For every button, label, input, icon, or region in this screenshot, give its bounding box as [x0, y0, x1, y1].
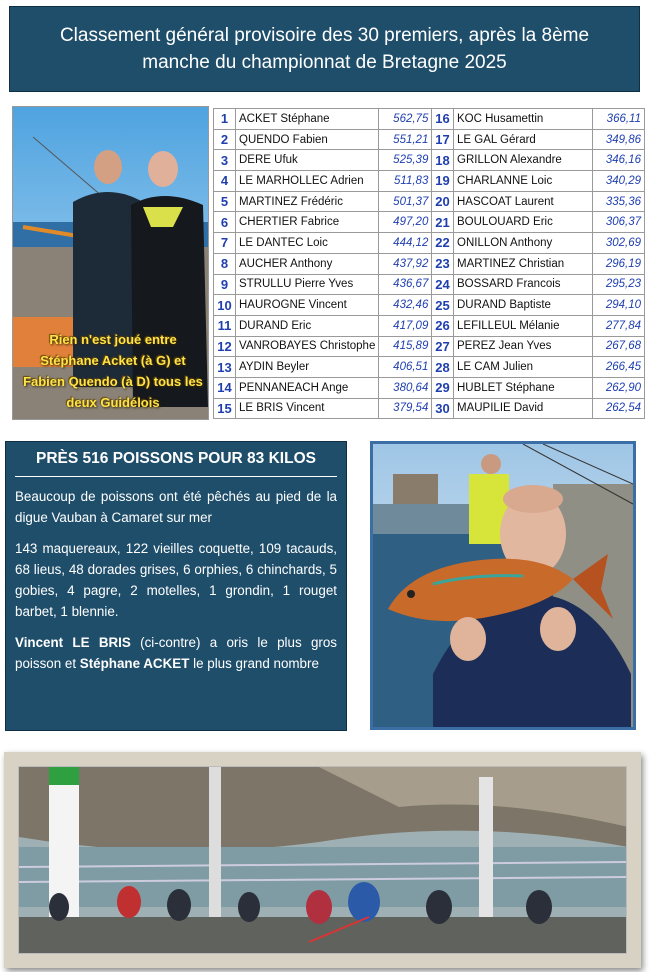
rank-number: 28	[432, 357, 454, 378]
rank-number: 12	[214, 336, 236, 357]
ranking-table-left	[213, 108, 432, 419]
competitor-score: 562,75	[379, 109, 432, 130]
rank-number: 4	[214, 171, 236, 192]
fish-photo	[370, 441, 636, 730]
rank-number: 21	[432, 212, 454, 233]
rank-number: 30	[432, 398, 454, 419]
rank-number: 19	[432, 171, 454, 192]
competitor-score: 349,86	[593, 129, 645, 150]
rank-number: 10	[214, 295, 236, 316]
ranking-row	[432, 336, 645, 357]
winners-text-end: le plus grand nombre	[189, 656, 319, 671]
winners-text	[15, 632, 337, 674]
competitor-name: AYDIN Beyler	[236, 357, 379, 378]
ranking-row	[214, 109, 432, 130]
ranking-row	[214, 377, 432, 398]
competitor-name: MAUPILIE David	[454, 398, 593, 419]
competitor-score: 415,89	[379, 336, 432, 357]
ranking-row	[214, 129, 432, 150]
competitor-score: 417,09	[379, 315, 432, 336]
competitor-name: ACKET Stéphane	[236, 109, 379, 130]
competitor-score: 432,46	[379, 295, 432, 316]
page-title	[9, 6, 640, 92]
ranking-row	[214, 336, 432, 357]
ranking-row	[214, 295, 432, 316]
rank-number: 27	[432, 336, 454, 357]
title-line-1: Classement général provisoire des 30 premiers, après la 8ème	[59, 25, 590, 46]
ranking-row	[214, 253, 432, 274]
rank-number: 20	[432, 191, 454, 212]
competitor-name: PEREZ Jean Yves	[454, 336, 593, 357]
ranking-row	[432, 274, 645, 295]
competitor-name: LE CAM Julien	[454, 357, 593, 378]
rank-number: 22	[432, 233, 454, 254]
competitor-name: QUENDO Fabien	[236, 129, 379, 150]
ranking-row	[432, 357, 645, 378]
competitor-name: PENNANEACH Ange	[236, 377, 379, 398]
competitor-name: MARTINEZ Christian	[454, 253, 593, 274]
ranking-row	[214, 398, 432, 419]
competitor-name: DURAND Eric	[236, 315, 379, 336]
competitor-name: DURAND Baptiste	[454, 295, 593, 316]
anglers-photo	[12, 106, 209, 420]
rank-number: 17	[432, 129, 454, 150]
competitor-name: LE MARHOLLEC Adrien	[236, 171, 379, 192]
rank-number: 5	[214, 191, 236, 212]
pier-photo	[18, 766, 627, 954]
rank-number: 6	[214, 212, 236, 233]
competitor-score: 436,67	[379, 274, 432, 295]
competitor-score: 340,29	[593, 171, 645, 192]
competitor-name: MARTINEZ Frédéric	[236, 191, 379, 212]
competitor-score: 346,16	[593, 150, 645, 171]
ranking-table-right	[431, 108, 645, 419]
competitor-score: 406,51	[379, 357, 432, 378]
competitor-score: 335,36	[593, 191, 645, 212]
competitor-score: 379,54	[379, 398, 432, 419]
ranking-row	[432, 295, 645, 316]
rank-number: 11	[214, 315, 236, 336]
catch-list-text: 143 maquereaux, 122 vieilles coquette, 109 tacauds, 68 lieus, 48 dorades grises, 6 orphies, 6 chinchards, 5 gobies, 4 pagre, 2 motelles, 1 grondin, 1 rouget barbet, 1 blennie.	[15, 541, 337, 619]
competitor-score: 294,10	[593, 295, 645, 316]
ranking-row	[214, 357, 432, 378]
competitor-score: 266,45	[593, 357, 645, 378]
competitor-score: 551,21	[379, 129, 432, 150]
ranking-row	[432, 398, 645, 419]
competitor-name: LE BRIS Vincent	[236, 398, 379, 419]
competitor-name: KOC Husamettin	[454, 109, 593, 130]
competitor-score: 444,12	[379, 233, 432, 254]
competitor-score: 267,68	[593, 336, 645, 357]
competitor-name: LEFILLEUL Mélanie	[454, 315, 593, 336]
ranking-row	[432, 377, 645, 398]
competitor-name: ONILLON Anthony	[454, 233, 593, 254]
competitor-score: 277,84	[593, 315, 645, 336]
rank-number: 9	[214, 274, 236, 295]
competitor-name: BOSSARD Francois	[454, 274, 593, 295]
title-line-2: manche du championnat de Bretagne 2025	[142, 52, 507, 73]
rank-number: 23	[432, 253, 454, 274]
rank-number: 25	[432, 295, 454, 316]
rank-number: 13	[214, 357, 236, 378]
competitor-name: DERE Ufuk	[236, 150, 379, 171]
catch-location-text: Beaucoup de poissons ont été pêchés au pied de la digue Vauban à Camaret sur mer	[15, 489, 337, 525]
competitor-score: 262,90	[593, 377, 645, 398]
ranking-row	[214, 150, 432, 171]
rank-number: 8	[214, 253, 236, 274]
rank-number: 2	[214, 129, 236, 150]
competitor-score: 525,39	[379, 150, 432, 171]
catch-summary-panel	[5, 441, 347, 731]
competitor-name: AUCHER Anthony	[236, 253, 379, 274]
competitor-name: CHARLANNE Loic	[454, 171, 593, 192]
competitor-name: LE DANTEC Loic	[236, 233, 379, 254]
ranking-row	[214, 191, 432, 212]
competitor-score: 511,83	[379, 171, 432, 192]
competitor-score: 306,37	[593, 212, 645, 233]
photo-caption: Rien n'est joué entre Stéphane Acket (à G) et Fabien Quendo (à D) tous les deux Guidélois	[23, 332, 203, 410]
competitor-name: CHERTIER Fabrice	[236, 212, 379, 233]
ranking-row	[432, 315, 645, 336]
competitor-name: STRULLU Pierre Yves	[236, 274, 379, 295]
ranking-row	[432, 212, 645, 233]
ranking-row	[214, 315, 432, 336]
competitor-score: 380,64	[379, 377, 432, 398]
competitor-name: HUBLET Stéphane	[454, 377, 593, 398]
rank-number: 15	[214, 398, 236, 419]
competitor-score: 295,23	[593, 274, 645, 295]
competitor-name: GRILLON Alexandre	[454, 150, 593, 171]
competitor-name: HAUROGNE Vincent	[236, 295, 379, 316]
ranking-row	[432, 191, 645, 212]
rank-number: 16	[432, 109, 454, 130]
winner-most-fish: Stéphane ACKET	[79, 656, 190, 671]
competitor-name: HASCOAT Laurent	[454, 191, 593, 212]
competitor-score: 501,37	[379, 191, 432, 212]
competitor-name: BOULOUARD Eric	[454, 212, 593, 233]
rank-number: 24	[432, 274, 454, 295]
rank-number: 1	[214, 109, 236, 130]
ranking-row	[214, 212, 432, 233]
rank-number: 7	[214, 233, 236, 254]
ranking-row	[432, 150, 645, 171]
ranking-row	[432, 233, 645, 254]
pier-photo-frame	[4, 752, 641, 968]
winner-biggest-fish: Vincent LE BRIS	[15, 635, 131, 650]
competitor-name: LE GAL Gérard	[454, 129, 593, 150]
rank-number: 18	[432, 150, 454, 171]
ranking-row	[214, 171, 432, 192]
winners-text-mid: (ci-contre) a oris le plus gros poisson et	[15, 635, 337, 671]
rank-number: 14	[214, 377, 236, 398]
competitor-score: 302,69	[593, 233, 645, 254]
ranking-row	[432, 109, 645, 130]
competitor-score: 262,54	[593, 398, 645, 419]
rank-number: 26	[432, 315, 454, 336]
catch-summary-title: PRÈS 516 POISSONS POUR 83 KILOS	[15, 450, 337, 477]
competitor-name: VANROBAYES Christophe	[236, 336, 379, 357]
ranking-row	[432, 129, 645, 150]
rank-number: 3	[214, 150, 236, 171]
competitor-score: 497,20	[379, 212, 432, 233]
ranking-row	[214, 274, 432, 295]
competitor-score: 366,11	[593, 109, 645, 130]
rank-number: 29	[432, 377, 454, 398]
competitor-score: 296,19	[593, 253, 645, 274]
ranking-row	[432, 171, 645, 192]
competitor-score: 437,92	[379, 253, 432, 274]
ranking-row	[214, 233, 432, 254]
ranking-row	[432, 253, 645, 274]
